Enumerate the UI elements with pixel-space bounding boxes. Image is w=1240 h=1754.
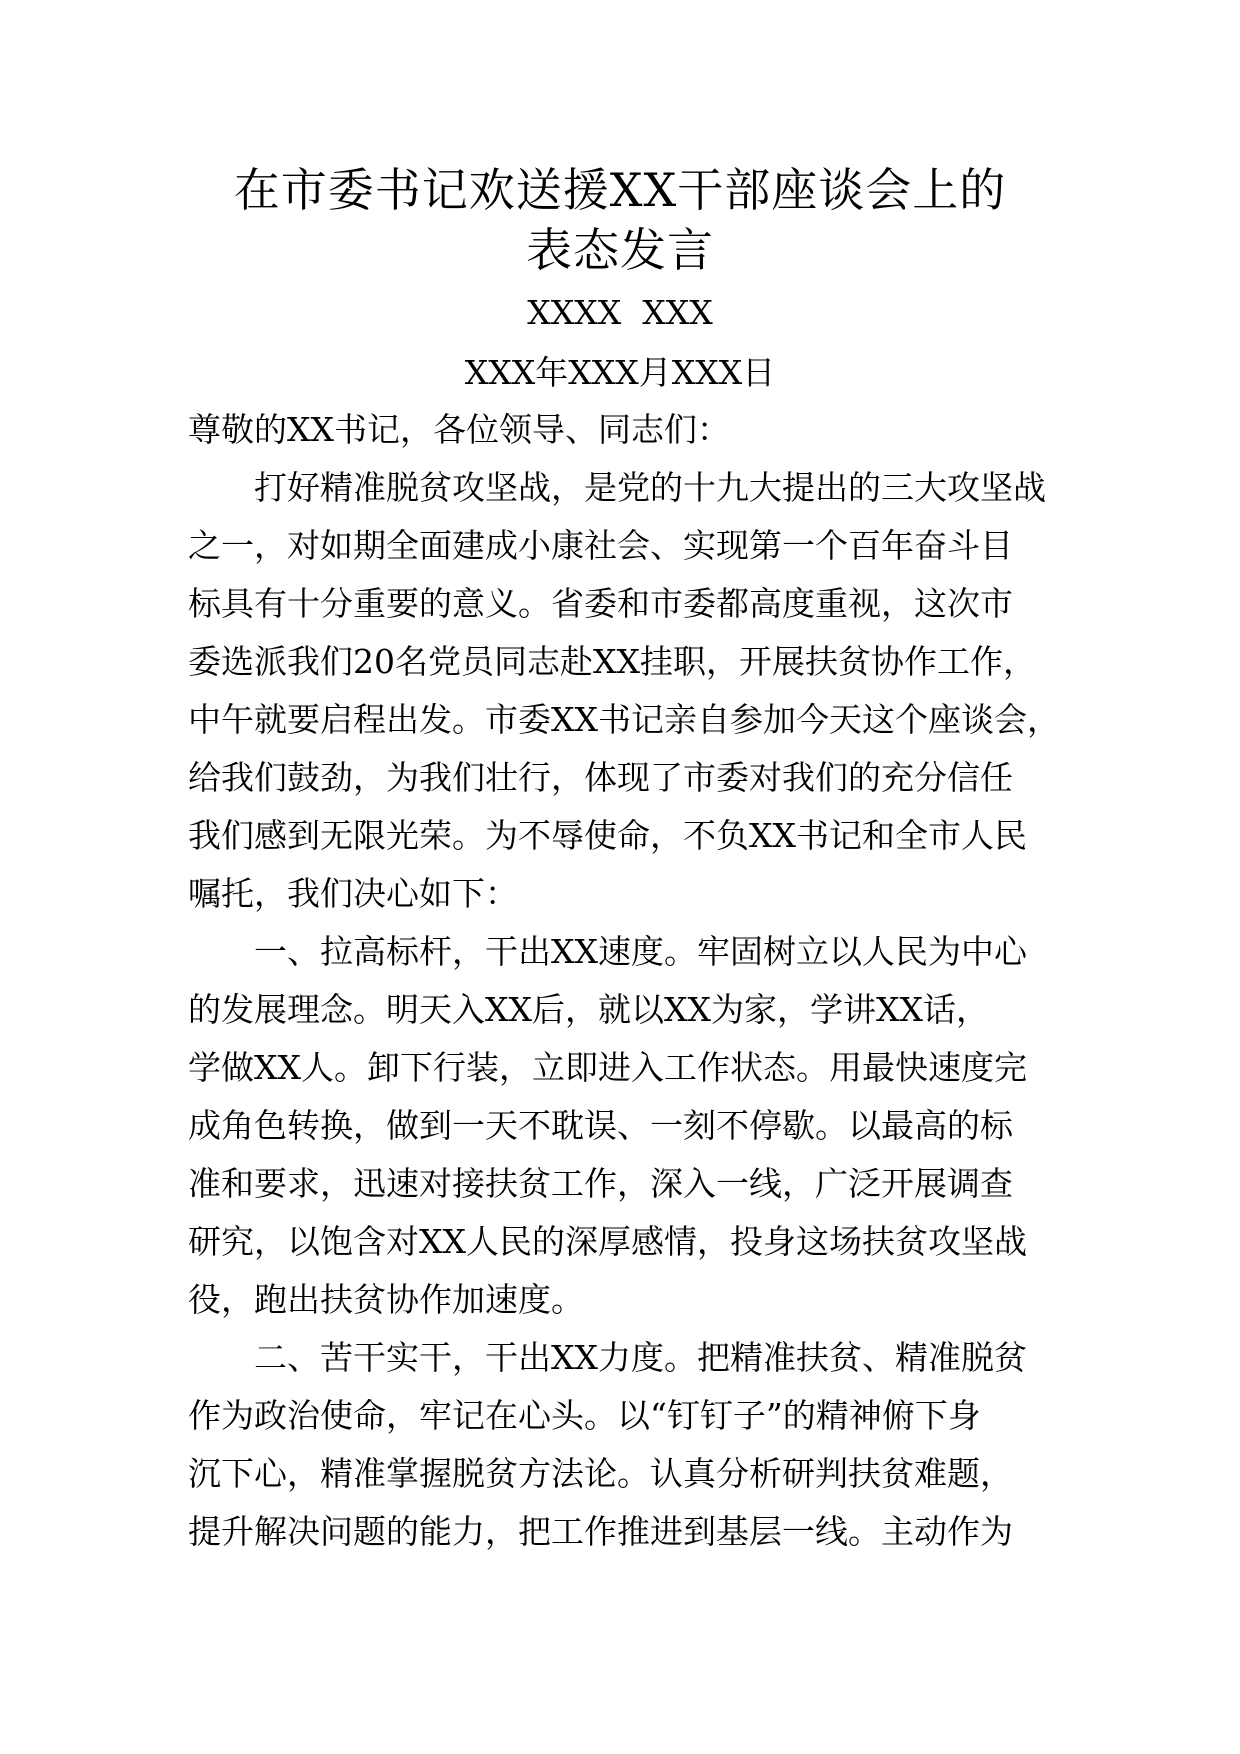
paragraph-line: 我们感到无限光荣。为不辱使命，不负XX书记和全市人民 [188, 816, 1027, 855]
paragraph-line: 学做XX人。卸下行装，立即进入工作状态。用最快速度完 [188, 1048, 1027, 1087]
salutation: 尊敬的XX书记，各位领导、同志们： [188, 410, 730, 449]
paragraph-line: 成角色转换，做到一天不耽误、一刻不停歇。以最高的标 [188, 1106, 1013, 1145]
paragraph-line: 提升解决问题的能力，把工作推进到基层一线。主动作为 [188, 1512, 1013, 1551]
paragraph-line: 嘱托，我们决心如下： [188, 874, 518, 913]
paragraph-line: 标具有十分重要的意义。省委和市委都高度重视，这次市 [188, 584, 1013, 623]
document-title-line-1: 在市委书记欢送援XX干部座谈会上的 [233, 163, 1007, 217]
section-heading-2-line: 二、苦干实干，干出XX力度。把精准扶贫、精准脱贫 [254, 1338, 1027, 1377]
date-line: XXX年XXX月XXX日 [464, 353, 776, 392]
paragraph-line: 准和要求，迅速对接扶贫工作，深入一线，广泛开展调查 [188, 1164, 1013, 1203]
document-title-line-2: 表态发言 [526, 223, 714, 277]
paragraph-line: 给我们鼓劲，为我们壮行，体现了市委对我们的充分信任 [188, 758, 1013, 797]
paragraph-line: 作为政治使命，牢记在心头。以“钉钉子”的精神俯下身 [188, 1396, 981, 1435]
paragraph-line: 之一，对如期全面建成小康社会、实现第一个百年奋斗目 [188, 526, 1013, 565]
section-heading-1-line: 一、拉高标杆，干出XX速度。牢固树立以人民为中心 [254, 932, 1027, 971]
paragraph-line: 沉下心，精准掌握脱贫方法论。认真分析研判扶贫难题， [188, 1454, 1013, 1493]
paragraph-line: 中午就要启程出发。市委XX书记亲自参加今天这个座谈会， [188, 700, 1060, 739]
paragraph-line: 研究，以饱含对XX人民的深厚感情，投身这场扶贫攻坚战 [188, 1222, 1027, 1261]
paragraph-line: 委选派我们20名党员同志赴XX挂职，开展扶贫协作工作， [188, 642, 1036, 681]
paragraph-line: 役，跑出扶贫协作加速度。 [188, 1280, 584, 1319]
paragraph-line: 的发展理念。明天入XX后，就以XX为家，学讲XX话， [188, 990, 989, 1029]
paragraph-line: 打好精准脱贫攻坚战，是党的十九大提出的三大攻坚战 [254, 468, 1046, 507]
author-line: XXXX XXX [527, 293, 713, 332]
